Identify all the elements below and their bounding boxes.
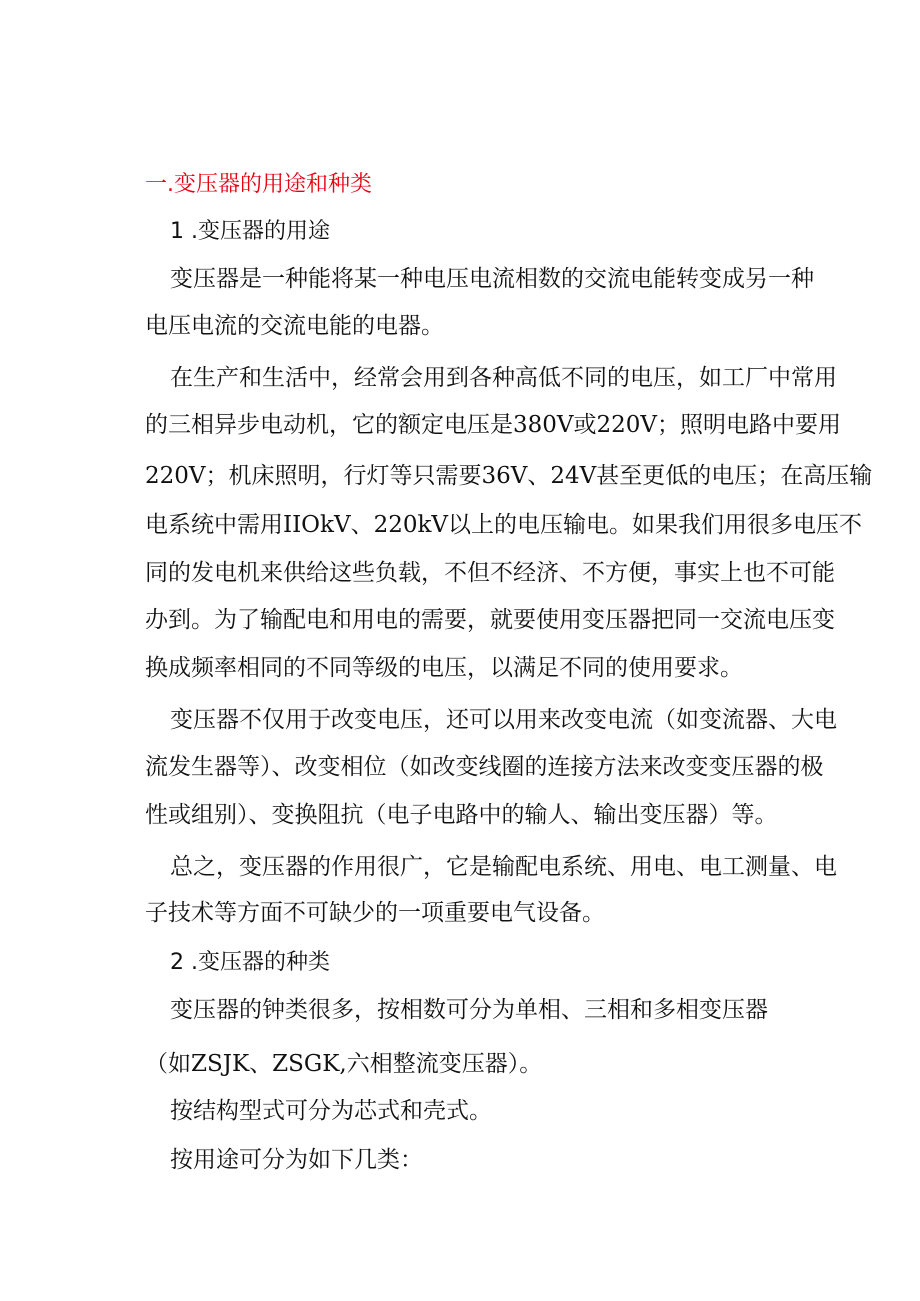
paragraph-line: （如ZSJK、ZSGK,六相整流变压器）。 xyxy=(145,1051,543,1077)
paragraph-line: 办到。为了输配电和用电的需要，就要使用变压器把同一交流电压变 xyxy=(145,607,835,633)
paragraph-line: 变压器的钟类很多，按相数可分为单相、三相和多相变压器 xyxy=(170,997,768,1023)
paragraph-line: 电系统中需用IIOkV、220kV以上的电压输电。如果我们用很多电压不 xyxy=(145,512,863,538)
paragraph-line: 换成频率相同的不同等级的电压，以满足不同的使用要求。 xyxy=(145,655,743,681)
subsection-heading-purpose: 1 .变压器的用途 xyxy=(170,219,330,244)
paragraph-line: 按用途可分为如下几类： xyxy=(170,1147,423,1173)
paragraph-line: 按结构型式可分为芯式和壳式。 xyxy=(170,1098,492,1124)
paragraph-line: 变压器是一种能将某一种电压电流相数的交流电能转变成另一种 xyxy=(170,266,814,292)
paragraph-line: 在生产和生活中，经常会用到各种高低不同的电压，如工厂中常用 xyxy=(170,365,837,391)
paragraph-line: 同的发电机来供给这些负载，不但不经济、不方便，事实上也不可能 xyxy=(145,560,835,586)
paragraph-line: 性或组别）、变换阻抗（电子电路中的输人、输出变压器）等。 xyxy=(145,802,778,828)
paragraph-line: 总之，变压器的作用很广，它是输配电系统、用电、电工测量、电 xyxy=(170,854,837,880)
paragraph-line: 子技术等方面不可缺少的一项重要电气设备。 xyxy=(145,900,605,926)
subsection-heading-types: 2 .变压器的种类 xyxy=(170,950,330,975)
paragraph-line: 的三相异步电动机，它的额定电压是380V或220V；照明电路中要用 xyxy=(145,412,842,438)
paragraph-line: 电压电流的交流电能的电器。 xyxy=(145,313,444,339)
paragraph-line: 220V；机床照明，行灯等只需要36V、24V甚至更低的电压；在高压输 xyxy=(145,463,873,489)
paragraph-line: 流发生器等）、改变相位（如改变线圈的连接方法来改变变压器的极 xyxy=(145,754,824,780)
paragraph-line: 变压器不仅用于改变电压，还可以用来改变电流（如变流器、大电 xyxy=(170,707,837,733)
section-heading: 一.变压器的用途和种类 xyxy=(145,172,372,197)
